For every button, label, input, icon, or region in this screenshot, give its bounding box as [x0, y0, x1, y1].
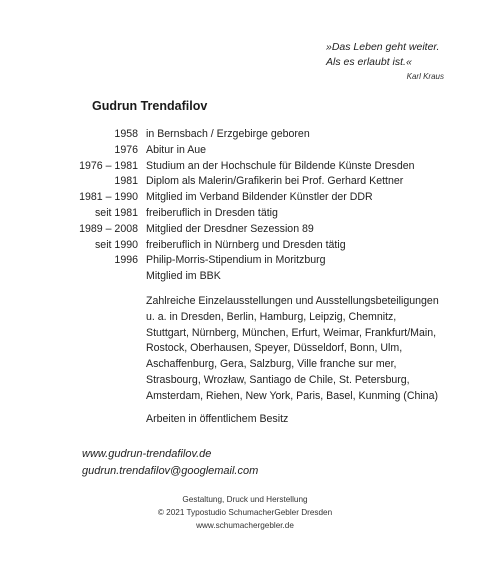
cv-year: 1976 — [114, 143, 138, 156]
colophon-line: Gestaltung, Druck und Herstellung — [182, 495, 308, 504]
website-link[interactable]: www.gudrun-trendafilov.de — [82, 448, 212, 460]
cv-year: 1981 – 1990 — [79, 191, 138, 204]
exhibitions-line: Rostock, Oberhausen, Speyer, Düsseldorf, Bonn, Ulm, — [146, 342, 403, 355]
cv-row — [60, 222, 480, 238]
quote-author: Karl Kraus — [406, 72, 444, 81]
cv-row — [60, 159, 480, 175]
contact-links — [82, 446, 258, 480]
email-link[interactable]: gudrun.trendafilov@googlemail.com — [82, 465, 259, 477]
cv-year: 1958 — [114, 128, 138, 140]
colophon — [0, 493, 490, 532]
quote-line-1: »Das Leben geht weiter. — [326, 41, 440, 53]
exhibitions-line: Strasbourg, Wrozław, Santiago de Chile, St. Petersburg, — [146, 373, 410, 386]
cv-text: Mitglied im Verband Bildender Künstler der DDR — [146, 191, 373, 204]
cv-text: Abitur in Aue — [146, 143, 207, 156]
cv-text: freiberuflich in Nürnberg und Dresden tätig — [146, 238, 346, 251]
colophon-line: © 2021 Typostudio SchumacherGebler Dresden — [157, 508, 333, 517]
cv-year: 1989 – 2008 — [79, 222, 138, 235]
cv-year: 1976 – 1981 — [79, 159, 138, 172]
cv-text: Diplom als Malerin/Grafikerin bei Prof. Gerhard Kettner — [146, 175, 404, 188]
cv-year — [60, 269, 146, 285]
exhibitions-line: u. a. in Dresden, Berlin, Hamburg, Leipzig, Chemnitz, — [146, 310, 397, 323]
cv-row — [60, 238, 480, 254]
cv-row — [60, 143, 480, 159]
cv-year: 1996 — [114, 254, 138, 267]
cv-text: Studium an der Hochschule für Bildende Künste Dresden — [146, 159, 415, 172]
cv-text: Mitglied der Dresdner Sezession 89 — [146, 222, 314, 235]
cv-text: Philip-Morris-Stipendium in Moritzburg — [146, 254, 326, 267]
cv-text: in Bernsbach / Erzgebirge geboren — [146, 128, 310, 140]
colophon-line: www.schumachergebler.de — [196, 521, 294, 530]
cv-row — [60, 253, 480, 269]
cv-year: seit 1981 — [95, 206, 138, 219]
exhibitions-line: Stuttgart, Nürnberg, München, Erfurt, Weimar, Frankfurt/Main, — [146, 326, 437, 339]
cv-list — [60, 127, 480, 285]
public-works-text: Arbeiten in öffentlichem Besitz — [146, 413, 289, 425]
cv-text: freiberuflich in Dresden tätig — [146, 206, 278, 219]
artist-name: Gudrun Trendafilov — [92, 99, 208, 113]
cv-row — [60, 127, 480, 143]
cv-row — [60, 206, 480, 222]
cv-row — [60, 269, 480, 285]
exhibitions-paragraph — [146, 294, 481, 405]
quote-line-2: Als es erlaubt ist.« — [326, 56, 412, 68]
exhibitions-line: Zahlreiche Einzelausstellungen und Ausstellungsbeteiligungen — [146, 295, 439, 307]
cv-row — [60, 190, 480, 206]
epigraph — [326, 40, 476, 81]
exhibitions-line: Aschaffenburg, Gera, Salzburg, Ville franche sur mer, — [146, 358, 397, 371]
public-works — [146, 412, 481, 428]
exhibitions-line: Amsterdam, Riehen, New York, Paris, Basel, Kunming (China) — [146, 389, 439, 402]
cv-text: Mitglied im BBK — [146, 270, 221, 283]
cv-year: 1981 — [114, 175, 138, 188]
cv-year: seit 1990 — [95, 238, 138, 251]
cv-row — [60, 174, 480, 190]
